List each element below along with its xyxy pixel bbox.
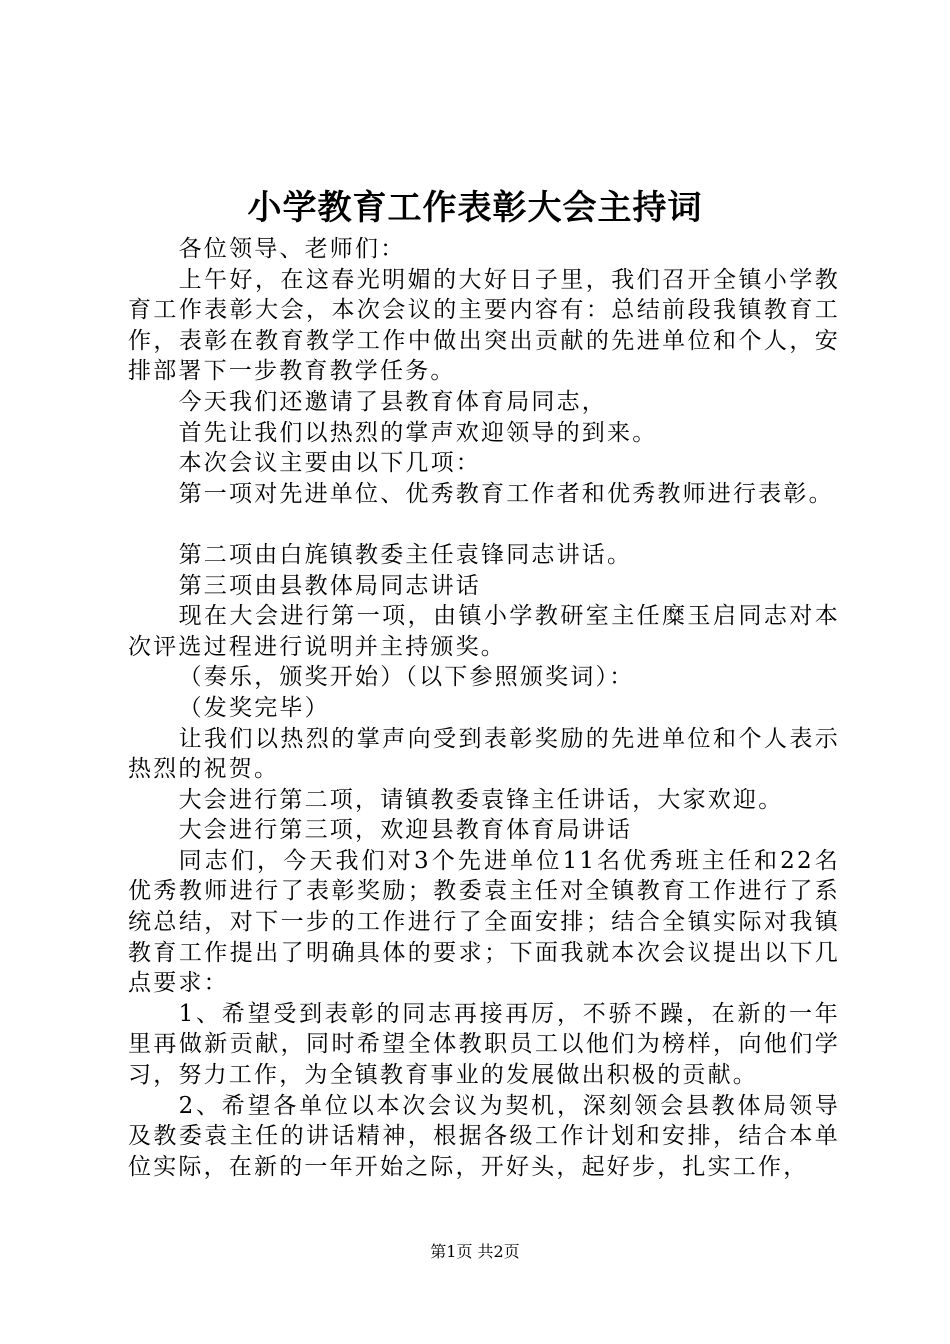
page-footer: 第1页 共2页	[430, 1242, 520, 1261]
paragraph-summary: 同志们，今天我们对3个先进单位11名优秀班主任和22名优秀教师进行了表彰奖励；教委袁主任对全镇教育工作进行了系统总结，对下一步的工作进行了全面安排；结合全镇实际对我镇教育工作提出了明确具体的要求；下面我就本次会议提出以下几点要求：	[128, 847, 840, 997]
document-title: 小学教育工作表彰大会主持词	[247, 188, 703, 228]
paragraph-congratulations: 让我们以热烈的掌声向受到表彰奖励的先进单位和个人表示热烈的祝贺。	[128, 725, 840, 783]
paragraph-agenda-item-3: 第三项由县教体局同志讲话	[178, 572, 481, 599]
paragraph-first-item-start: 现在大会进行第一项，由镇小学教研室主任糜玉启同志对本次评选过程进行说明并主持颁奖。	[128, 603, 840, 660]
paragraph-agenda-item-2: 第二项由白旄镇教委主任袁锋同志讲话。	[178, 541, 633, 568]
document-body	[128, 234, 840, 1182]
paragraph-invited-guests: 今天我们还邀请了县教育体育局同志，	[178, 388, 607, 415]
paragraph-requirement-1: 1、希望受到表彰的同志再接再厉，不骄不躁，在新的一年里再做新贡献，同时希望全体教职员工以他们为榜样，向他们学习，努力工作，为全镇教育事业的发展做出积极的贡献。	[128, 1000, 840, 1089]
paragraph-welcome: 首先让我们以热烈的掌声欢迎领导的到来。	[178, 419, 658, 446]
paragraph-opening: 上午好，在这春光明媚的大好日子里，我们召开全镇小学教育工作表彰大会，本次会议的主要内容有：总结前段我镇教育工作，表彰在教育教学工作中做出突出贡献的先进单位和个人，安排部署下一步教育教学任务。	[128, 266, 840, 385]
paragraph-blank	[128, 509, 840, 540]
paragraph-award-done: （发奖完毕）	[178, 694, 330, 721]
paragraph-second-item: 大会进行第二项，请镇教委袁锋主任讲话，大家欢迎。	[178, 786, 784, 813]
paragraph-third-item: 大会进行第三项，欢迎县教育体育局讲话	[178, 817, 633, 844]
paragraph-agenda-item-1: 第一项对先进单位、优秀教育工作者和优秀教师进行表彰。	[178, 480, 834, 507]
paragraph-requirement-2: 2、希望各单位以本次会议为契机，深刻领会县教体局领导及教委袁主任的讲话精神，根据各级工作计划和安排，结合本单位实际，在新的一年开始之际，开好头，起好步，扎实工作，	[128, 1092, 840, 1180]
paragraph-agenda-intro: 本次会议主要由以下几项：	[178, 450, 481, 477]
paragraph-greeting: 各位领导、老师们：	[178, 236, 406, 262]
paragraph-award-music: （奏乐，颁奖开始）（以下参照颁奖词）：	[178, 664, 635, 691]
